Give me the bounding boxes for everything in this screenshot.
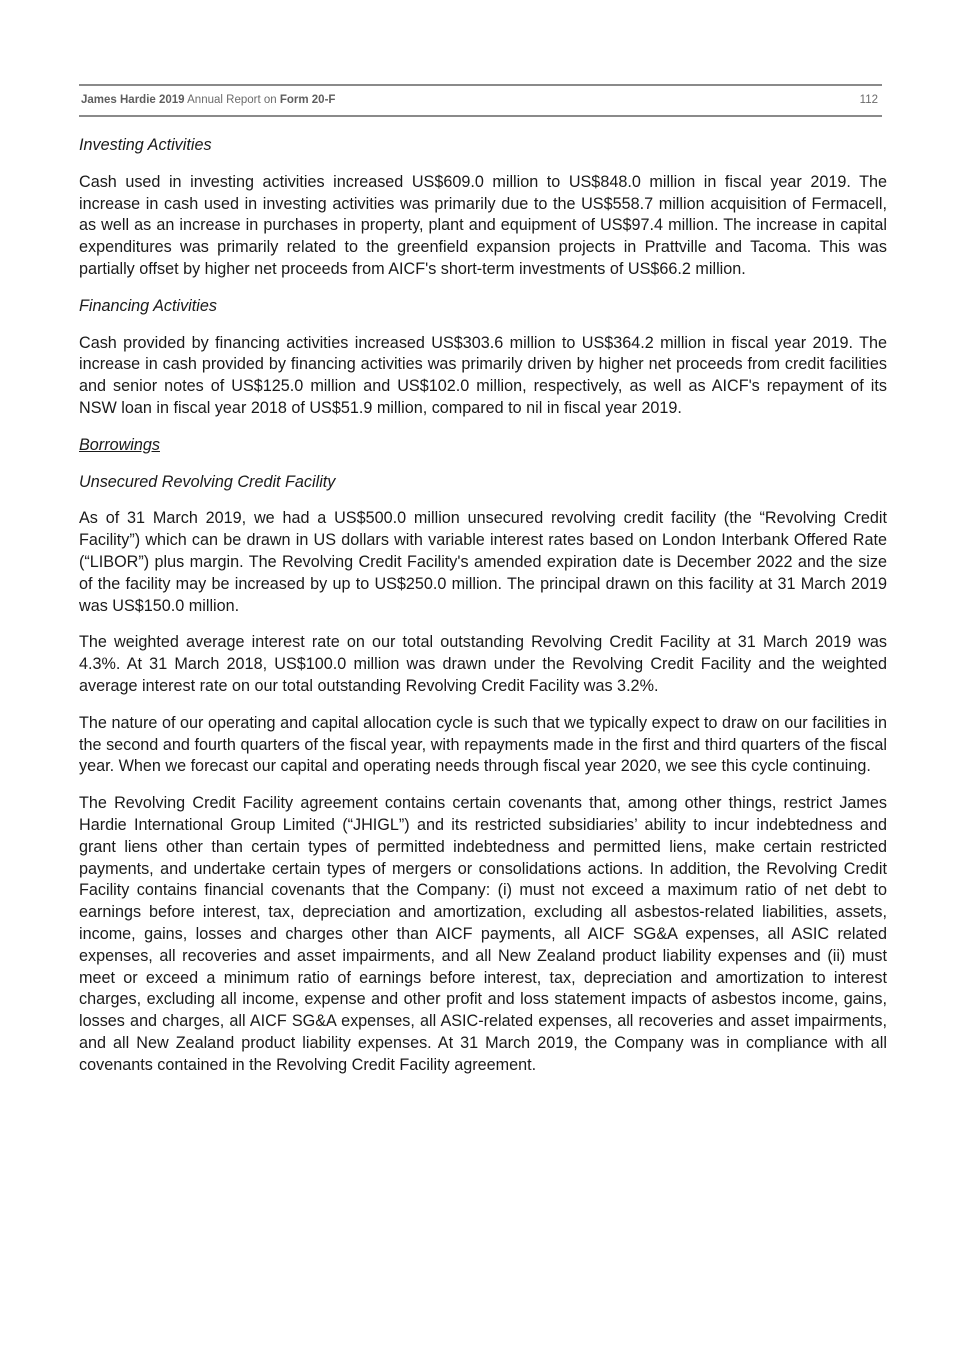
page-header — [79, 84, 882, 117]
borrowings-paragraph: As of 31 March 2019, we had a US$500.0 million unsecured revolving credit facility (the “Revolving Credit Facility”) which can be drawn in US dollars with variable interest rates based on London Interbank Offered Rate (“LIBOR”) plus margin. The Revolving Credit Facility's amended expiration date is December 2022 and the size of the facility may be increased by up to US$250.0 million. The principal drawn on this facility at 31 March 2019 was US$150.0 million. — [79, 509, 887, 615]
header-middle: Annual Report on — [184, 94, 280, 106]
page-number: 112 — [859, 94, 878, 106]
investing-activities-heading: Investing Activities — [79, 136, 212, 154]
header-title — [81, 94, 335, 106]
borrowings-heading: Borrowings — [79, 435, 160, 454]
document-body — [79, 135, 887, 1091]
borrowings-paragraph: The weighted average interest rate on our total outstanding Revolving Credit Facility at 31 March 2019 was 4.3%. At 31 March 2018, US$100.0 million was drawn under the Revolving Credit Facility and the weighted average interest rate on our total outstanding Revolving Credit Facility was 3.2%. — [79, 633, 887, 695]
revolving-credit-facility-heading: Unsecured Revolving Credit Facility — [79, 472, 336, 491]
header-company: James Hardie 2019 — [81, 94, 185, 106]
financing-activities-heading: Financing Activities — [79, 296, 217, 315]
borrowings-paragraph: The Revolving Credit Facility agreement contains certain covenants that, among other things, restrict James Hardie International Group Limited (“JHIGL”) and its restricted subsidiaries’ ability to incur indebtedness and grant liens other than certain types of permitted indebtedness and permitted liens, make certain restricted payments, and undertake certain types of mergers or consolidations actions. In addition, the Revolving Credit Facility contains financial covenants that the Company: (i) must not exceed a maximum ratio of net debt to earnings before interest, tax, depreciation and amortization, excluding all asbestos-related liabilities, assets, income, gains, losses and charges other than AICF payments, all AICF SG&A expenses, all ASIC related expenses, all recoveries and asset impairments, and all New Zealand product liability expenses and (ii) must meet or exceed a minimum ratio of earnings before interest, tax, depreciation and amortization to interest charges, excluding all income, expense and other profit and loss statement impacts of asbestos income, gains, losses and charges, all AICF SG&A expenses, all ASIC-related expenses, all recoveries and asset impairments, and all New Zealand product liability expenses. At 31 March 2019, the Company was in compliance with all covenants contained in the Revolving Credit Facility agreement. — [79, 794, 887, 1074]
investing-activities-paragraph: Cash used in investing activities increased US$609.0 million to US$848.0 million in fiscal year 2019. The increase in cash used in investing activities was primarily due to the US$558.7 million acquisition of Fermacell, as well as an increase in purchases in property, plant and equipment of US$97.4 million. The increase in capital expenditures was primarily related to the greenfield expansion projects in Prattville and Tacoma. This was partially offset by higher net proceeds from AICF's short-term investments of US$66.2 million. — [79, 172, 887, 278]
financing-activities-paragraph: Cash provided by financing activities increased US$303.6 million to US$364.2 million in fiscal year 2019. The increase in cash provided by financing activities was primarily driven by higher net proceeds from credit facilities and senior notes of US$125.0 million and US$102.0 million, respectively, as well as AICF's repayment of its NSW loan in fiscal year 2018 of US$51.9 million, compared to nil in fiscal year 2019. — [79, 333, 887, 417]
borrowings-paragraph: The nature of our operating and capital allocation cycle is such that we typically expect to draw on our facilities in the second and fourth quarters of the fiscal year, with repayments made in the first and third quarters of the fiscal year. When we forecast our capital and operating needs through fiscal year 2020, we see this cycle continuing. — [79, 713, 887, 776]
header-form: Form 20-F — [279, 94, 336, 106]
